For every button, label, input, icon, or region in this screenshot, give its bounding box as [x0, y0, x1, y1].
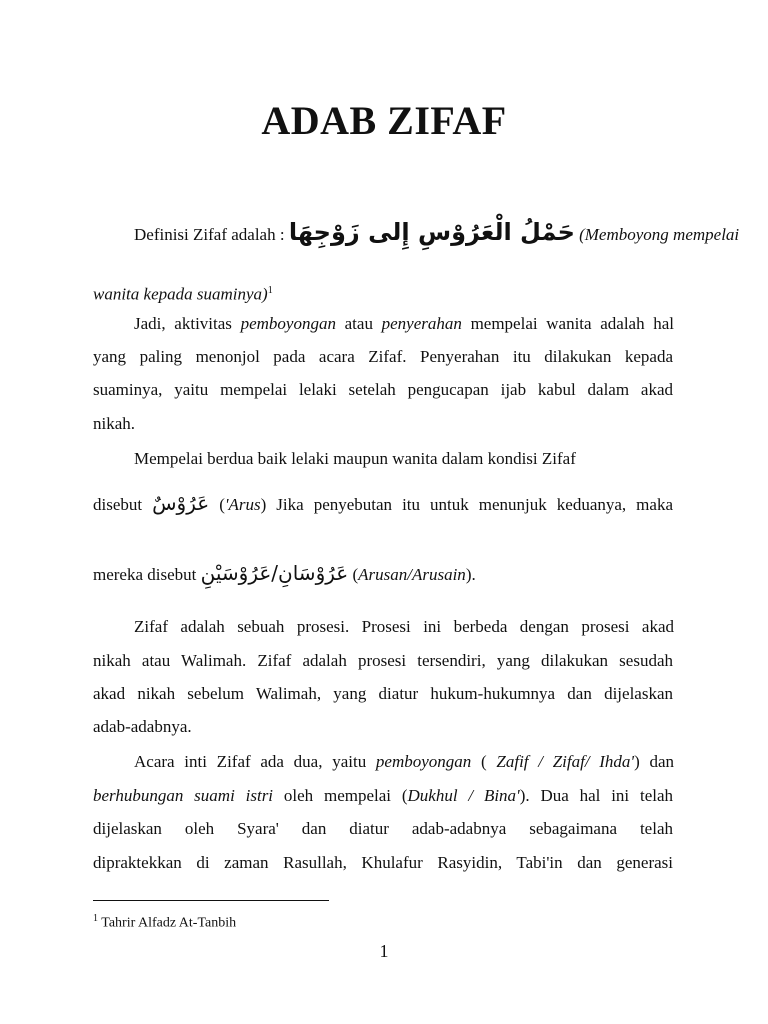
paragraph-4-line-1: Zifaf adalah sebuah prosesi. Prosesi ini berbeda dengan prosesi akad — [134, 617, 674, 636]
text-run: ). Dua hal ini telah — [519, 786, 674, 805]
italic-term: berhubungan suami istri — [93, 786, 274, 805]
arabic-definition: حَمْلُ الْعَرُوْسِ إِلى زَوْجِهَا — [288, 218, 575, 246]
footnote-text: Tahrir Alfadz At-Tanbih — [101, 915, 237, 931]
paragraph-4-line-4: adab-adabnya. — [93, 717, 192, 736]
page-title: ADAB ZIFAF — [261, 98, 507, 143]
paragraph-3-line-2 — [93, 492, 673, 516]
page-number: 1 — [379, 941, 389, 961]
text-run: Acara inti Zifaf ada dua, yaitu — [134, 752, 367, 771]
text-run: ( — [219, 495, 225, 514]
paragraph-2-line-3: suaminya, yaitu mempelai lelaki setelah pengucapan ijab kabul dalam akad — [93, 380, 673, 399]
arabic-term: عَرُوْسٌ — [152, 491, 210, 515]
definition-translation-end: wanita kepada suaminya) — [93, 284, 268, 304]
text-run: ( — [352, 565, 359, 584]
text-run: Jadi, aktivitas — [134, 314, 232, 333]
italic-term: Zafif / Zifaf/ Ihda' — [496, 752, 635, 771]
paragraph-2-line-2: yang paling menonjol pada acara Zifaf. Penyerahan itu dilakukan kepada — [93, 347, 673, 366]
definition-line — [134, 218, 740, 246]
text-run: ( — [481, 752, 487, 771]
paragraph-2-line-4: nikah. — [93, 414, 136, 433]
italic-term: pemboyongan — [375, 752, 472, 771]
paragraph-2-line-1 — [134, 313, 674, 335]
italic-term: penyerahan — [381, 314, 462, 333]
definition-lead: Definisi Zifaf adalah : — [134, 225, 285, 244]
footnote-ref: 1 — [267, 285, 273, 296]
footnote-number: 1 — [93, 913, 98, 924]
text-run: mereka disebut — [93, 565, 197, 584]
text-run: ) Jika penyebutan itu untuk menunjuk keduanya, maka — [260, 495, 673, 514]
definition-line-2 — [93, 280, 673, 306]
text-run: ) dan — [634, 752, 674, 771]
paragraph-5-line-4: dipraktekkan di zaman Rasullah, Khulafur Rasyidin, Tabi'in dan generasi — [93, 853, 673, 872]
arabic-term: عَرُوْسَانِ/عَرُوْسَيْنِ — [200, 561, 349, 585]
italic-term: Dukhul / Bina' — [407, 786, 520, 805]
paragraph-4-line-2: nikah atau Walimah. Zifaf adalah prosesi tersendiri, yang dilakukan sesudah — [93, 651, 673, 670]
footnote-divider — [93, 900, 329, 901]
text-run: mempelai wanita adalah hal — [470, 314, 675, 333]
italic-term: 'Arus — [224, 495, 261, 514]
italic-term: pemboyongan — [240, 314, 336, 333]
italic-term: Arusan/Arusain — [358, 565, 466, 584]
paragraph-3-line-3 — [93, 562, 673, 586]
paragraph-5-line-2 — [93, 785, 673, 807]
text-run: ). — [465, 565, 476, 584]
text-run: oleh mempelai ( — [283, 786, 408, 805]
text-run: disebut — [93, 495, 143, 514]
footnote — [93, 910, 236, 933]
text-run: atau — [344, 314, 373, 333]
paragraph-3-line-1: Mempelai berdua baik lelaki maupun wanita dalam kondisi Zifaf — [134, 449, 576, 468]
paragraph-5-line-3: dijelaskan oleh Syara' dan diatur adab-adabnya sebagaimana telah — [93, 819, 673, 838]
paragraph-5-line-1 — [134, 751, 674, 773]
definition-translation-start: (Memboyong mempelai — [579, 225, 740, 244]
paragraph-4-line-3: akad nikah sebelum Walimah, yang diatur hukum-hukumnya dan dijelaskan — [93, 684, 673, 703]
